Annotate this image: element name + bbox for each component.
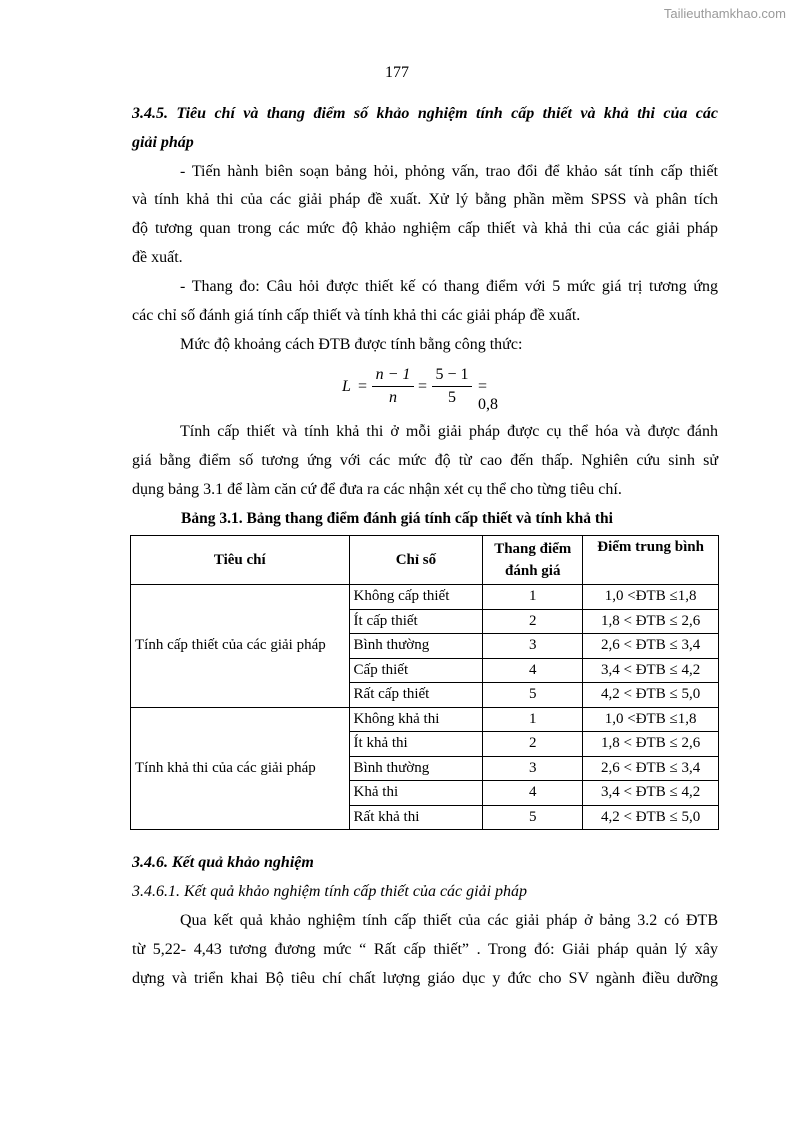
index-cell: Khả thi [349, 781, 483, 806]
subsection-heading-3461: 3.4.6.1. Kết quả khảo nghiệm tính cấp thiết của các giải pháp [132, 883, 528, 900]
header-criterion: Tiêu chí [131, 536, 350, 585]
index-cell: Cấp thiết [349, 658, 483, 683]
index-cell: Rất khả thi [349, 805, 483, 830]
paragraph-line: dụng bảng 3.1 để làm căn cứ để đưa ra các nhận xét cụ thể cho từng tiêu chí. [132, 481, 622, 498]
fraction-denominator: 5 [448, 389, 456, 406]
mean-cell: 1,8 < ĐTB ≤ 2,6 [583, 732, 719, 757]
section-heading-345-cont: giải pháp [132, 134, 194, 151]
table-header-row [131, 536, 719, 585]
mean-cell: 2,6 < ĐTB ≤ 3,4 [583, 756, 719, 781]
table-row [131, 707, 719, 732]
index-cell: Bình thường [349, 634, 483, 659]
header-index: Chỉ số [349, 536, 483, 585]
criterion-cell: Tính cấp thiết của các giải pháp [131, 585, 350, 708]
mean-cell: 1,8 < ĐTB ≤ 2,6 [583, 609, 719, 634]
table-caption: Bảng 3.1. Bảng thang điểm đánh giá tính cấp thiết và tính khả thi [181, 510, 613, 527]
paragraph-line: Tính cấp thiết và tính khả thi ở mỗi giải pháp được cụ thể hóa và được đánh [180, 423, 718, 440]
page-number: 177 [385, 64, 409, 81]
paragraph-line: đề xuất. [132, 249, 183, 266]
paragraph-line: và tính khả thi của các giải pháp đề xuất. Xử lý bằng phần mềm SPSS và phân tích [132, 191, 718, 208]
header-mean: Điểm trung bình [583, 536, 719, 585]
index-cell: Bình thường [349, 756, 483, 781]
formula-fraction-1 [372, 366, 414, 407]
paragraph-line: - Thang đo: Câu hỏi được thiết kế có thang điểm với 5 mức giá trị tương ứng [180, 278, 718, 295]
scale-cell: 5 [483, 683, 583, 708]
paragraph-line: giá bằng điểm số tương ứng với các mức độ từ cao đến thấp. Nghiên cứu sinh sử [132, 452, 718, 469]
fraction-numerator: 5 − 1 [435, 366, 469, 383]
mean-cell: 1,0 <ĐTB ≤1,8 [583, 707, 719, 732]
header-scale-line1: Thang điểm [494, 541, 572, 557]
formula-lhs: L [342, 378, 351, 395]
mean-cell: 4,2 < ĐTB ≤ 5,0 [583, 805, 719, 830]
scale-cell: 1 [483, 585, 583, 610]
scale-cell: 2 [483, 732, 583, 757]
criterion-cell: Tính khả thi của các giải pháp [131, 707, 350, 830]
scale-cell: 4 [483, 781, 583, 806]
index-cell: Ít khả thi [349, 732, 483, 757]
index-cell: Không cấp thiết [349, 585, 483, 610]
index-cell: Rất cấp thiết [349, 683, 483, 708]
header-scale [483, 536, 583, 585]
mean-cell: 3,4 < ĐTB ≤ 4,2 [583, 658, 719, 683]
index-cell: Không khả thi [349, 707, 483, 732]
section-heading-346: 3.4.6. Kết quả khảo nghiệm [132, 854, 314, 871]
scale-cell: 3 [483, 634, 583, 659]
mean-cell: 3,4 < ĐTB ≤ 4,2 [583, 781, 719, 806]
paragraph-line: dựng và triển khai Bộ tiêu chí chất lượng giáo dục y đức cho SV ngành điều dưỡng [132, 970, 718, 987]
formula-equals: = [418, 378, 428, 395]
scale-cell: 2 [483, 609, 583, 634]
formula-fraction-2 [432, 366, 472, 407]
formula-result: = 0,8 [478, 378, 498, 413]
paragraph-line: độ tương quan trong các mức độ khảo nghiệm cấp thiết và khả thi của các giải pháp [132, 220, 718, 237]
section-heading-345: 3.4.5. Tiêu chí và thang điểm số khảo nghiệm tính cấp thiết và khả thi của các [132, 105, 718, 122]
paragraph-line: Mức độ khoảng cách ĐTB được tính bằng công thức: [180, 336, 523, 353]
mean-cell: 4,2 < ĐTB ≤ 5,0 [583, 683, 719, 708]
header-scale-line2: đánh giá [505, 563, 561, 579]
formula-equals: = [358, 378, 368, 395]
paragraph-line: Qua kết quả khảo nghiệm tính cấp thiết của các giải pháp ở bảng 3.2 có ĐTB [180, 912, 718, 929]
scoring-table [130, 535, 719, 830]
table-row [131, 585, 719, 610]
fraction-numerator: n − 1 [375, 366, 411, 383]
fraction-denominator: n [389, 389, 397, 406]
mean-cell: 1,0 <ĐTB ≤1,8 [583, 585, 719, 610]
paragraph-line: các chỉ số đánh giá tính cấp thiết và tính khả thi các giải pháp đề xuất. [132, 307, 581, 324]
scale-cell: 4 [483, 658, 583, 683]
watermark: Tailieuthamkhao.com [663, 6, 786, 21]
scale-cell: 1 [483, 707, 583, 732]
index-cell: Ít cấp thiết [349, 609, 483, 634]
paragraph-line: - Tiến hành biên soạn bảng hỏi, phỏng vấn, trao đổi để khảo sát tính cấp thiết [180, 163, 718, 180]
mean-cell: 2,6 < ĐTB ≤ 3,4 [583, 634, 719, 659]
paragraph-line: từ 5,22- 4,43 tương đương mức “ Rất cấp thiết” . Trong đó: Giải pháp quản lý xây [132, 941, 718, 958]
scale-cell: 3 [483, 756, 583, 781]
scale-cell: 5 [483, 805, 583, 830]
